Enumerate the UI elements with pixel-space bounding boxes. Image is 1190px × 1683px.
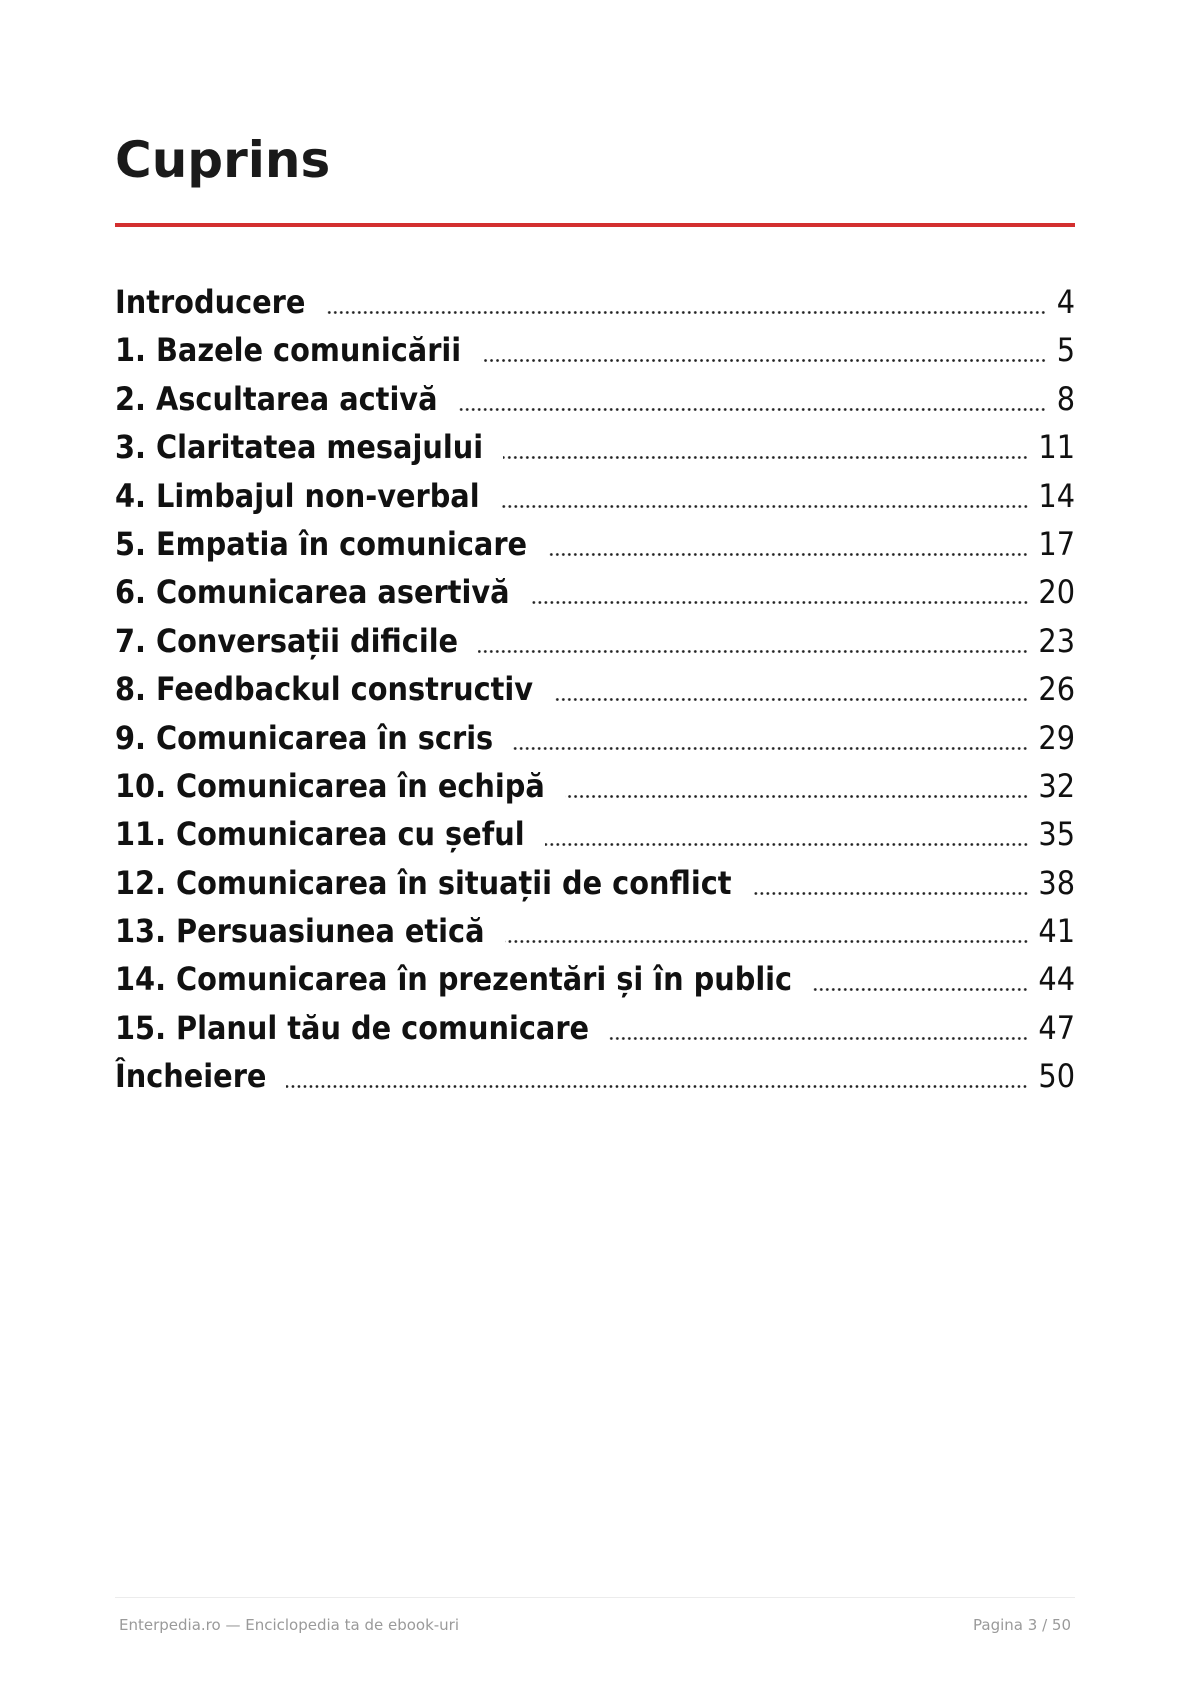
- toc-entry[interactable]: [115, 907, 1075, 955]
- toc-entry[interactable]: [115, 568, 1075, 616]
- toc-entry-title: 10. Comunicarea în echipă: [115, 766, 545, 805]
- toc-entry-page-number: 35: [1038, 815, 1075, 854]
- toc-dot-leader: [286, 1052, 1028, 1100]
- toc-dot-leader: [553, 665, 1028, 713]
- toc-entry-title: 14. Comunicarea în prezentări și în public: [115, 960, 793, 999]
- toc-dot-leader: [513, 714, 1028, 762]
- toc-entry-title: 3. Claritatea mesajului: [115, 428, 484, 467]
- toc-entry-page-number: 41: [1038, 912, 1075, 951]
- toc-entry[interactable]: [115, 617, 1075, 665]
- toc-entry-page-number: 38: [1038, 863, 1075, 902]
- toc-entry[interactable]: [115, 520, 1075, 568]
- toc-entry-title: 8. Feedbackul constructiv: [115, 670, 534, 709]
- toc-entry-page-number: 8: [1056, 379, 1075, 418]
- toc-entry-page-number: 5: [1056, 331, 1075, 370]
- toc-dot-leader: [812, 955, 1028, 1003]
- toc-entry-title: 1. Bazele comunicării: [115, 331, 462, 370]
- toc-entry-title: 12. Comunicarea în situații de conflict: [115, 863, 732, 902]
- toc-dot-leader: [609, 1004, 1028, 1052]
- page-title: Cuprins: [115, 131, 331, 189]
- toc-entry[interactable]: [115, 1004, 1075, 1052]
- toc-dot-leader: [530, 568, 1029, 616]
- toc-entry-page-number: 47: [1038, 1008, 1075, 1047]
- toc-entry-title: 5. Empatia în comunicare: [115, 524, 528, 563]
- toc-dot-leader: [481, 326, 1047, 374]
- toc-entry-title: 11. Comunicarea cu șeful: [115, 815, 525, 854]
- toc-entry-page-number: 14: [1038, 476, 1075, 515]
- toc-entry[interactable]: [115, 1052, 1075, 1100]
- toc-entry-title: 15. Planul tău de comunicare: [115, 1008, 590, 1047]
- toc-entry[interactable]: [115, 955, 1075, 1003]
- toc-dot-leader: [325, 278, 1046, 326]
- footer-site-label: Enterpedia.ro — Enciclopedia ta de ebook-uri: [119, 1616, 460, 1634]
- toc-entry-page-number: 23: [1038, 621, 1075, 660]
- table-of-contents: [115, 278, 1075, 1101]
- toc-entry-page-number: 29: [1038, 718, 1075, 757]
- toc-entry-page-number: 50: [1038, 1057, 1075, 1096]
- toc-entry[interactable]: [115, 665, 1075, 713]
- toc-dot-leader: [565, 762, 1029, 810]
- toc-entry[interactable]: [115, 714, 1075, 762]
- toc-entry[interactable]: [115, 423, 1075, 471]
- toc-entry-title: 13. Persuasiunea etică: [115, 912, 485, 951]
- toc-entry[interactable]: [115, 859, 1075, 907]
- toc-dot-leader: [545, 810, 1029, 858]
- toc-entry[interactable]: [115, 762, 1075, 810]
- toc-entry-title: 7. Conversații dificile: [115, 621, 459, 660]
- toc-entry[interactable]: [115, 472, 1075, 520]
- toc-entry-page-number: 20: [1038, 573, 1075, 612]
- toc-entry-page-number: 26: [1038, 670, 1075, 709]
- toc-dot-leader: [503, 423, 1028, 471]
- toc-entry-page-number: 44: [1038, 960, 1075, 999]
- toc-entry-title: 9. Comunicarea în scris: [115, 718, 494, 757]
- toc-entry[interactable]: [115, 375, 1075, 423]
- toc-dot-leader: [478, 617, 1028, 665]
- toc-dot-leader: [547, 520, 1028, 568]
- toc-dot-leader: [457, 375, 1046, 423]
- toc-dot-leader: [752, 859, 1029, 907]
- footer-divider: [115, 1597, 1075, 1598]
- page-footer: [115, 1614, 1075, 1636]
- toc-entry-title: Introducere: [115, 283, 306, 321]
- toc-entry-title: 4. Limbajul non-verbal: [115, 476, 480, 515]
- toc-entry-title: 2. Ascultarea activă: [115, 379, 438, 418]
- toc-entry-title: Încheiere: [115, 1057, 267, 1096]
- toc-entry[interactable]: [115, 810, 1075, 858]
- toc-entry-title: 6. Comunicarea asertivă: [115, 573, 510, 612]
- toc-dot-leader: [500, 472, 1029, 520]
- toc-entry-page-number: 32: [1038, 766, 1075, 805]
- toc-entry-page-number: 11: [1038, 428, 1075, 467]
- toc-entry-page-number: 4: [1056, 283, 1075, 321]
- toc-entry[interactable]: [115, 278, 1075, 326]
- toc-dot-leader: [505, 907, 1029, 955]
- footer-page-number: Pagina 3 / 50: [973, 1616, 1071, 1634]
- title-divider: [115, 223, 1075, 227]
- toc-entry[interactable]: [115, 326, 1075, 374]
- toc-entry-page-number: 17: [1038, 524, 1075, 563]
